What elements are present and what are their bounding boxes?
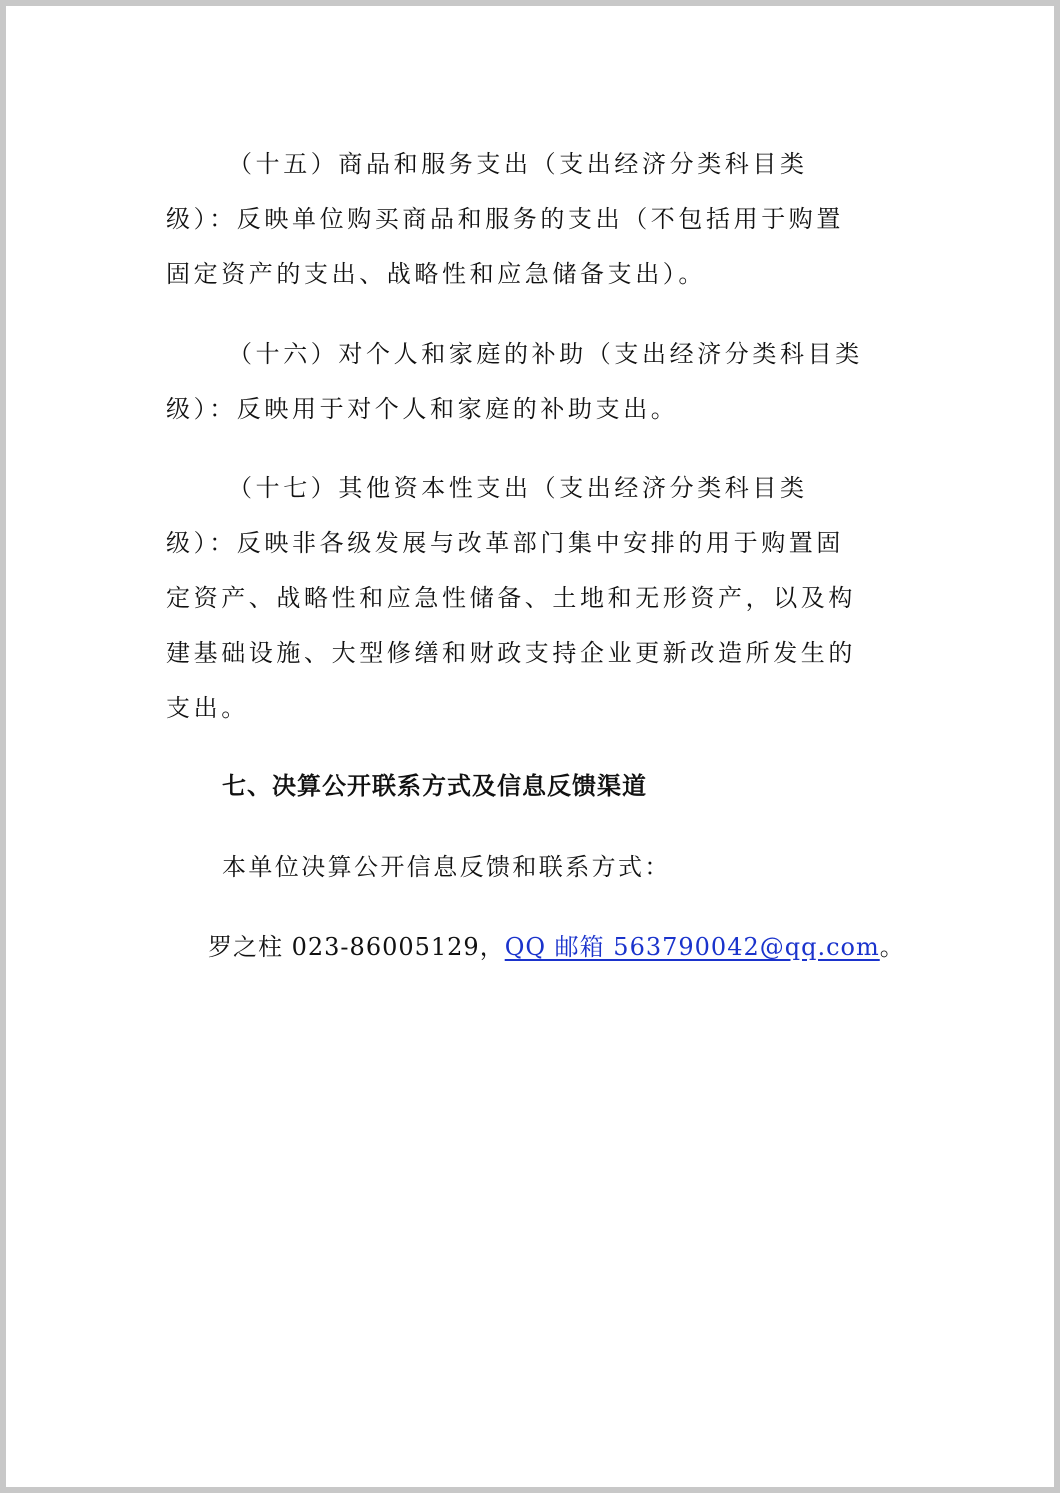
contact-intro: 本单位决算公开信息反馈和联系方式： bbox=[222, 853, 671, 881]
section-15-line-1: （十五）商品和服务支出（支出经济分类科目类 bbox=[228, 150, 808, 178]
section-15-line-3: 固定资产的支出、战略性和应急储备支出）。 bbox=[166, 260, 706, 288]
section-17-line-5: 支出。 bbox=[166, 694, 249, 722]
email-link[interactable]: QQ 邮箱 563790042@qq.com bbox=[504, 933, 880, 961]
section-17-line-1: （十七）其他资本性支出（支出经济分类科目类 bbox=[228, 474, 808, 502]
section-16-line-1: （十六）对个人和家庭的补助（支出经济分类科目类 bbox=[228, 340, 863, 368]
contact-person-phone: 罗之柱 023-86005129， bbox=[208, 933, 505, 961]
section-17-line-4: 建基础设施、大型修缮和财政支持企业更新改造所发生的 bbox=[166, 639, 856, 667]
section-16-line-2: 级）：反映用于对个人和家庭的补助支出。 bbox=[166, 395, 679, 423]
contact-line bbox=[208, 932, 905, 962]
section-17-line-3: 定资产、战略性和应急性储备、土地和无形资产，以及构 bbox=[166, 584, 856, 612]
section-heading: 七、决算公开联系方式及信息反馈渠道 bbox=[222, 772, 647, 800]
section-17-line-2: 级）：反映非各级发展与改革部门集中安排的用于购置固 bbox=[166, 529, 844, 557]
section-15-line-2: 级）：反映单位购买商品和服务的支出（不包括用于购置 bbox=[166, 205, 844, 233]
contact-suffix: 。 bbox=[879, 933, 905, 961]
document-page bbox=[6, 6, 1054, 1487]
